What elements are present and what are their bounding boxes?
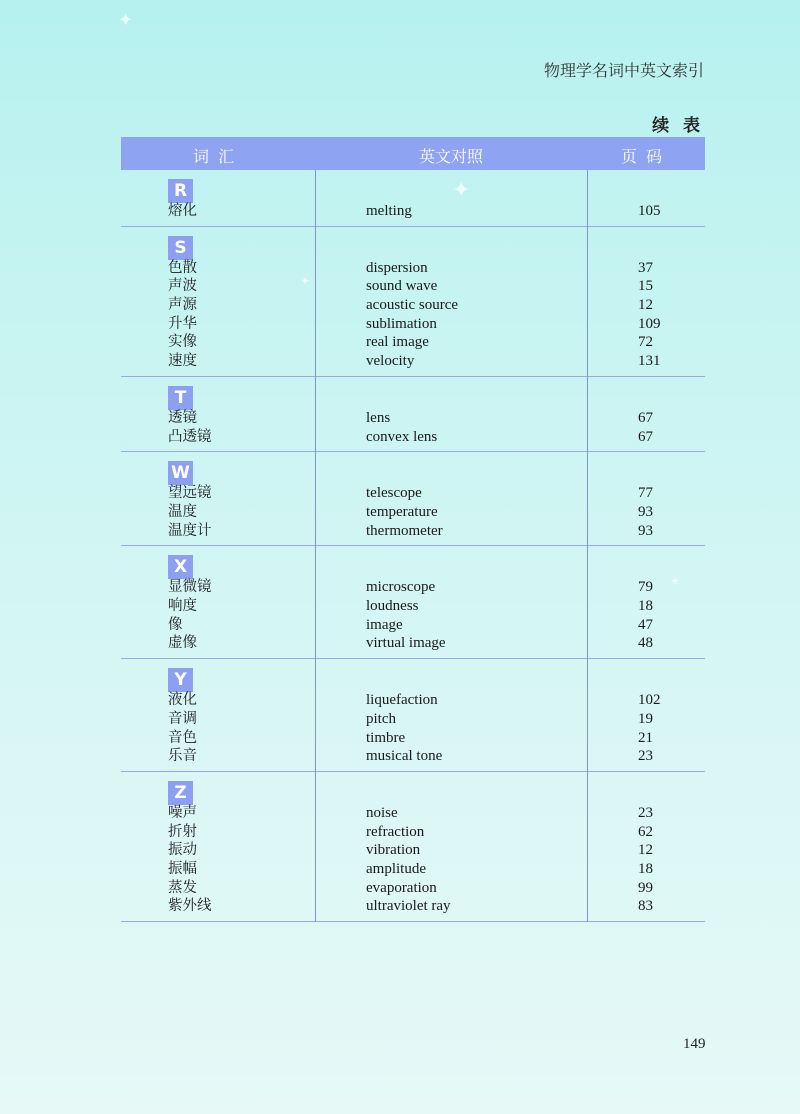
table-row <box>121 503 705 522</box>
english-cell: vibration <box>366 842 421 859</box>
english-cell: sound wave <box>366 278 438 295</box>
letter-group <box>121 227 705 377</box>
letter-group <box>121 659 705 772</box>
term-cell: 速度 <box>168 353 197 370</box>
english-cell: dispersion <box>366 259 428 276</box>
page-cell: 18 <box>638 598 653 615</box>
term-cell: 升华 <box>168 315 197 332</box>
continued-label: 续 表 <box>652 116 704 136</box>
header-english: 英文对照 <box>419 147 484 166</box>
english-cell: loudness <box>366 598 419 615</box>
term-cell: 显微镜 <box>168 579 212 596</box>
term-cell: 温度 <box>168 503 197 520</box>
page-cell: 67 <box>638 409 653 426</box>
page-cell: 62 <box>638 823 653 840</box>
english-cell: noise <box>366 804 398 821</box>
table-row <box>121 841 705 860</box>
term-cell: 液化 <box>168 692 197 709</box>
term-cell: 透镜 <box>168 409 197 426</box>
term-cell: 熔化 <box>168 203 197 219</box>
letter-badge: T <box>168 386 193 410</box>
term-cell: 折射 <box>168 823 197 840</box>
letter-badge: Y <box>168 668 193 692</box>
table-row <box>121 484 705 503</box>
table-row <box>121 274 705 296</box>
page-cell: 99 <box>638 879 653 896</box>
page-cell: 77 <box>638 485 653 502</box>
term-cell: 振动 <box>168 842 197 859</box>
table-row <box>121 315 705 334</box>
table-row <box>121 352 705 371</box>
table-row <box>121 522 705 541</box>
page-cell: 19 <box>638 710 653 727</box>
sparkle-icon: ✦ <box>118 10 134 31</box>
header-page: 页 码 <box>621 147 665 166</box>
page-cell: 72 <box>638 334 653 351</box>
english-cell: musical tone <box>366 748 443 765</box>
term-cell: 色散 <box>168 259 197 276</box>
page-cell: 12 <box>638 842 653 859</box>
page-cell: 105 <box>638 203 661 219</box>
column-divider <box>587 170 588 922</box>
english-cell: liquefaction <box>366 692 438 709</box>
term-cell: 振幅 <box>168 861 197 878</box>
english-cell: telescope <box>366 485 422 502</box>
term-cell: 音调 <box>168 710 197 727</box>
table-row <box>121 691 705 710</box>
english-cell: evaporation <box>366 879 437 896</box>
page-cell: 109 <box>638 315 661 332</box>
english-cell: thermometer <box>366 522 443 539</box>
letter-group <box>121 377 705 452</box>
term-cell: 噪声 <box>168 804 197 821</box>
page-cell: 23 <box>638 804 653 821</box>
table-body <box>121 170 705 922</box>
running-head: 物理学名词中英文索引 <box>543 61 704 80</box>
sparkle-icon: ✦ <box>452 178 471 203</box>
english-cell: amplitude <box>366 861 426 878</box>
term-cell: 像 <box>168 616 183 633</box>
letter-group <box>121 170 705 227</box>
page-cell: 83 <box>638 898 653 915</box>
page-cell: 15 <box>638 278 653 295</box>
table-row <box>121 747 705 766</box>
term-cell: 虚像 <box>168 635 197 652</box>
table-row <box>121 823 705 842</box>
english-cell: acoustic source <box>366 297 459 314</box>
english-cell: image <box>366 616 403 633</box>
page-cell: 93 <box>638 503 653 520</box>
letter-badge: Z <box>168 781 193 805</box>
english-cell: microscope <box>366 579 436 596</box>
page-cell: 23 <box>638 748 653 765</box>
letter-group <box>121 546 705 659</box>
table-row <box>121 428 705 447</box>
term-cell: 音色 <box>168 729 197 746</box>
page-cell: 93 <box>638 522 653 539</box>
table-row <box>121 710 705 729</box>
english-cell: velocity <box>366 353 415 370</box>
page-cell: 102 <box>638 692 661 709</box>
table-row <box>121 296 705 315</box>
english-cell: virtual image <box>366 635 446 652</box>
table-row <box>121 616 705 635</box>
english-cell: refraction <box>366 823 425 840</box>
letter-badge: X <box>168 555 193 579</box>
term-cell: 蒸发 <box>168 879 197 896</box>
table-row <box>121 597 705 616</box>
english-cell: real image <box>366 334 429 351</box>
page-cell: 67 <box>638 428 653 445</box>
term-cell: 实像 <box>168 334 197 351</box>
table-row <box>121 897 705 916</box>
english-cell: melting <box>366 203 412 219</box>
table-row <box>121 634 705 653</box>
table-row <box>121 333 705 352</box>
page-cell: 37 <box>638 259 653 276</box>
english-cell: sublimation <box>366 315 437 332</box>
letter-badge: R <box>168 179 193 203</box>
english-cell: lens <box>366 409 391 426</box>
page-cell: 47 <box>638 616 653 633</box>
table-row <box>121 409 705 428</box>
term-cell: 乐音 <box>168 748 197 765</box>
page-cell: 48 <box>638 635 653 652</box>
term-cell: 望远镜 <box>168 485 212 502</box>
index-table <box>121 137 705 922</box>
letter-badge: S <box>168 236 193 260</box>
table-row <box>121 578 705 597</box>
term-cell: 温度计 <box>168 522 212 539</box>
english-cell: temperature <box>366 503 438 520</box>
page-cell: 79 <box>638 579 653 596</box>
term-cell: 凸透镜 <box>168 428 212 445</box>
letter-badge: W <box>168 461 193 485</box>
english-cell: ultraviolet ray <box>366 898 451 915</box>
term-cell: 紫外线 <box>168 898 212 915</box>
english-cell: pitch <box>366 710 396 727</box>
table-row <box>121 259 705 278</box>
table-header <box>121 137 705 170</box>
page-cell: 131 <box>638 353 661 370</box>
table-row <box>121 804 705 823</box>
table-row <box>121 879 705 898</box>
page-cell: 21 <box>638 729 653 746</box>
english-cell: convex lens <box>366 428 438 445</box>
sparkle-icon: ✦ <box>300 274 311 288</box>
english-cell: timbre <box>366 729 406 746</box>
table-row <box>121 202 705 221</box>
page-number: 149 <box>683 1036 706 1052</box>
table-row <box>121 860 705 879</box>
letter-group <box>121 452 705 546</box>
column-divider <box>315 170 316 922</box>
table-row <box>121 729 705 748</box>
page-cell: 18 <box>638 861 653 878</box>
term-cell: 响度 <box>168 598 197 615</box>
page-cell: 12 <box>638 297 653 314</box>
term-cell: 声波 <box>168 278 197 295</box>
sparkle-icon: ✦ <box>670 574 681 588</box>
header-term: 词 汇 <box>193 147 237 166</box>
term-cell: 声源 <box>168 297 197 314</box>
letter-group <box>121 772 705 922</box>
